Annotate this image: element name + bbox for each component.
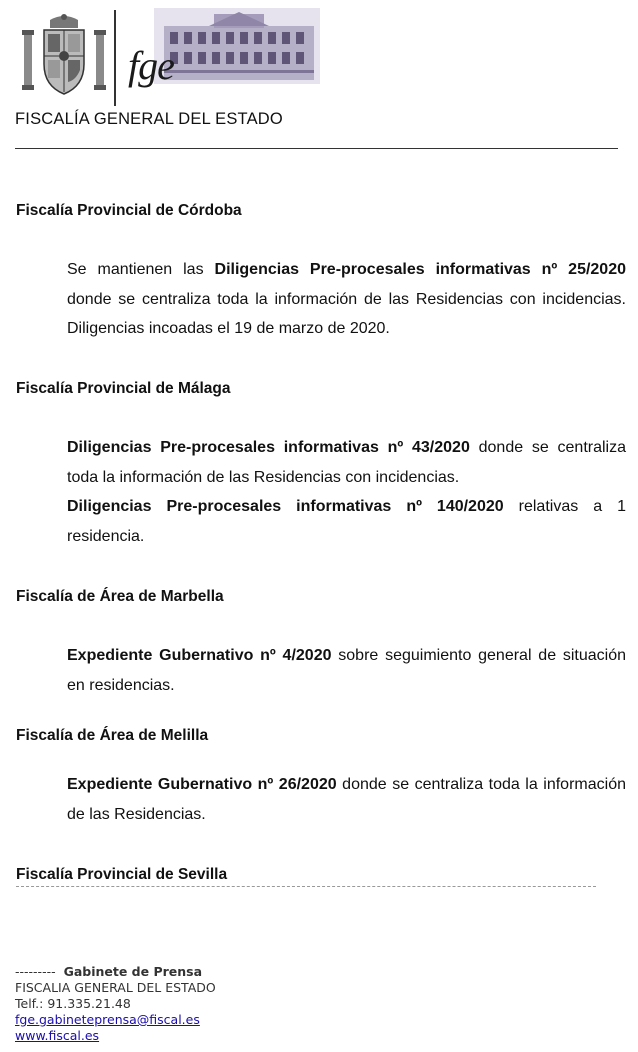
section-title-malaga: Fiscalía Provincial de Málaga <box>16 380 231 397</box>
paragraph-bold-reference: Diligencias Pre-procesales informativas nº 140/2020 <box>67 498 504 515</box>
footer-department: Gabinete de Prensa <box>63 964 203 979</box>
section-title-cordoba: Fiscalía Provincial de Córdoba <box>16 202 242 219</box>
fge-logo: fge <box>128 43 174 88</box>
header-divider <box>114 10 116 106</box>
paragraph-malaga-1 <box>67 433 626 492</box>
footer-organization: FISCALIA GENERAL DEL ESTADO <box>15 980 216 995</box>
building-icon <box>154 8 320 84</box>
paragraph-text: donde se centraliza toda la información de las Residencias con incidencias. Diligencias incoadas el 19 de marzo de 2020. <box>67 290 626 338</box>
paragraph-bold-reference: Diligencias Pre-procesales informativas nº 43/2020 <box>67 439 470 456</box>
paragraph-text: donde se centraliza toda la información de las Residencias. <box>67 776 626 823</box>
header-rule <box>15 148 618 149</box>
letterhead <box>0 0 638 160</box>
footer-phone: Telf.: 91.335.21.48 <box>15 996 131 1011</box>
press-footer <box>15 964 216 1044</box>
paragraph-text: relativas a 1 residencia. <box>67 498 626 545</box>
paragraph-malaga-2 <box>67 492 626 551</box>
paragraph-bold-reference: Expediente Gubernativo nº 4/2020 <box>67 647 332 664</box>
organization-name: FISCALÍA GENERAL DEL ESTADO <box>15 110 283 128</box>
paragraph-bold-reference: Diligencias Pre-procesales informativas nº 25/2020 <box>214 261 627 278</box>
dashed-separator <box>16 886 596 887</box>
footer-department-row <box>15 964 216 980</box>
footer-website-link[interactable]: www.fiscal.es <box>15 1028 100 1043</box>
paragraph-cordoba <box>67 255 626 344</box>
section-title-melilla: Fiscalía de Área de Melilla <box>16 727 209 744</box>
footer-email-link[interactable]: fge.gabineteprensa@fiscal.es <box>15 1012 200 1027</box>
section-title-marbella: Fiscalía de Área de Marbella <box>16 588 224 605</box>
footer-prefix: --------- <box>15 964 56 979</box>
paragraph-text: Se mantienen las <box>67 261 215 278</box>
section-title-sevilla: Fiscalía Provincial de Sevilla <box>16 866 228 883</box>
paragraph-text: sobre seguimiento general de situación en residencias. <box>67 647 627 694</box>
paragraph-marbella <box>67 641 626 700</box>
paragraph-text: donde se centraliza toda la información de las Residencias con incidencias. <box>67 439 627 486</box>
paragraph-bold-reference: Expediente Gubernativo nº 26/2020 <box>67 776 337 793</box>
coat-of-arms-icon <box>20 12 108 98</box>
paragraph-melilla <box>67 770 626 829</box>
